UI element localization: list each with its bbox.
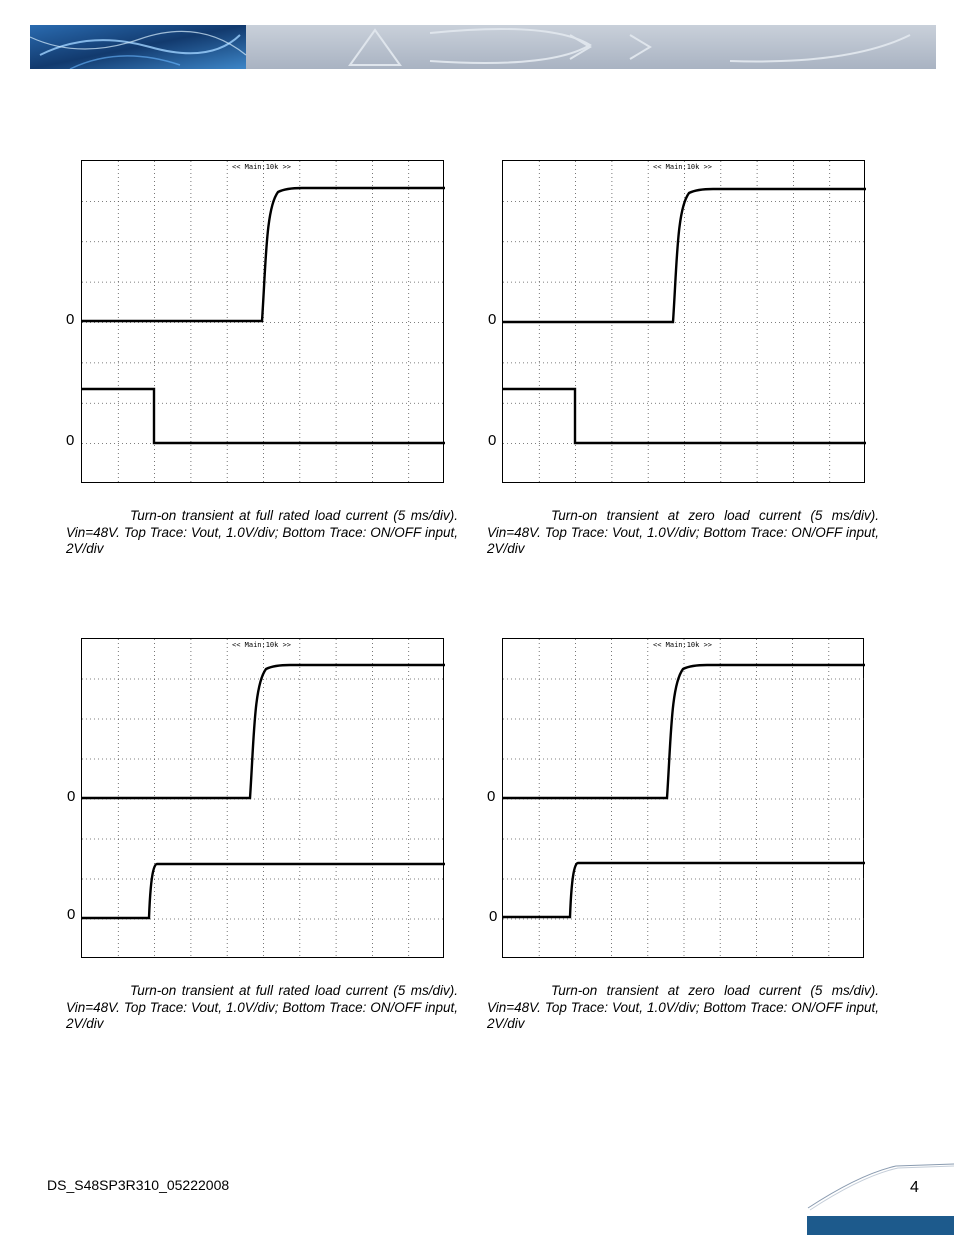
scope-menu-label: << Main:10k >> xyxy=(653,641,713,649)
top-trace-zero-label: 0 xyxy=(488,311,497,328)
scope-plot-zero-load-1 xyxy=(502,160,865,483)
scope-plot-full-load-2 xyxy=(81,638,444,958)
scope-grid xyxy=(503,161,866,484)
figure-caption: Turn-on transient at full rated load current (5 ms/div). Vin=48V. Top Trace: Vout, 1.0V/div; Bottom Trace: ON/OFF input, 2V/div xyxy=(66,508,458,556)
bottom-trace-zero-label: 0 xyxy=(67,906,76,923)
footer-decoration xyxy=(800,1160,954,1235)
top-trace-zero-label: 0 xyxy=(66,311,75,328)
top-trace-zero-label: 0 xyxy=(487,788,496,805)
figure-caption: Turn-on transient at full rated load current (5 ms/div). Vin=48V. Top Trace: Vout, 1.0V/div; Bottom Trace: ON/OFF input, 2V/div xyxy=(66,983,458,1031)
bottom-trace-zero-label: 0 xyxy=(489,908,498,925)
bottom-trace-zero-label: 0 xyxy=(488,432,497,449)
top-trace-zero-label: 0 xyxy=(67,788,76,805)
scope-plot-full-load-1 xyxy=(81,160,444,483)
scope-menu-label: << Main:10k >> xyxy=(232,641,292,649)
page-number: 4 xyxy=(910,1179,919,1196)
bottom-trace-zero-label: 0 xyxy=(66,432,75,449)
scope-grid xyxy=(503,639,865,959)
scope-grid xyxy=(82,639,445,959)
scope-grid xyxy=(82,161,445,484)
vout-trace xyxy=(82,188,445,321)
document-id: DS_S48SP3R310_05222008 xyxy=(47,1177,230,1193)
vout-trace xyxy=(503,189,866,322)
scope-plot-zero-load-2 xyxy=(502,638,864,958)
figure-caption: Turn-on transient at zero load current (5 ms/div). Vin=48V. Top Trace: Vout, 1.0V/div; Bottom Trace: ON/OFF input, 2V/div xyxy=(487,508,879,556)
scope-menu-label: << Main:10k >> xyxy=(232,163,292,171)
figure-caption: Turn-on transient at zero load current (5 ms/div). Vin=48V. Top Trace: Vout, 1.0V/div; Bottom Trace: ON/OFF input, 2V/div xyxy=(487,983,879,1031)
header-banner xyxy=(30,25,936,69)
scope-menu-label: << Main:10k >> xyxy=(653,163,713,171)
